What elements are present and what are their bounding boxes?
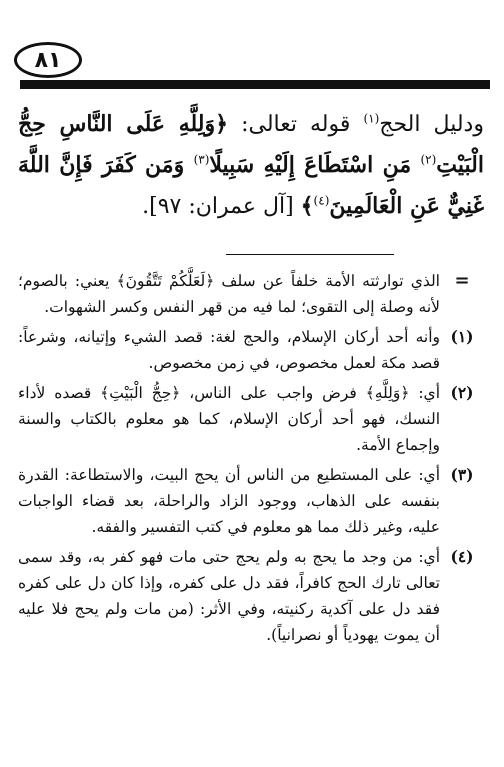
main-intro: ودليل الحج [379, 112, 484, 137]
verse-part-a: ﴿وَلِلَّهِ عَلَى النَّاسِ حِجُّ الْبَيْتِ [18, 111, 484, 178]
verse-close: ﴾ [300, 193, 314, 219]
main-text [18, 104, 484, 227]
footnote-text: أي: ﴿وَلِلَّهِ﴾ فرض واجب على الناس، ﴿حِجُّ الْبَيْتِ﴾ قصده لأداء النسك، فهو أحد أركان الإسلام، كما هو معلوم بالكتاب والسنة وإجماع الأمة. [18, 384, 440, 454]
footnote-3 [18, 462, 484, 540]
footnote-ref-2: (٢) [420, 152, 437, 167]
verse-part-b: مَنِ اسْتَطَاعَ إِلَيْهِ سَبِيلًا [209, 152, 421, 178]
footnote-number: (٤) [450, 547, 474, 566]
page-number: ٨١ [34, 47, 62, 73]
footnote-4 [18, 544, 484, 648]
footnote-ref-3: (٣) [193, 152, 210, 167]
footnote-text: أي: على المستطيع من الناس أن يحج البيت، والاستطاعة: القدرة بنفسه على الذهاب، ووجود الزاد والراحلة، بعد قضاء الواجبات عليه، وغير ذلك مما هو معلوم في كتب التفسير والفقه. [18, 466, 440, 536]
footnote-number: (١) [450, 327, 474, 346]
footnote-number: (٣) [450, 465, 474, 484]
footnote-number: = [454, 270, 470, 291]
verse-citation: [آل عمران: ٩٧]. [142, 194, 301, 219]
footnote-1 [18, 324, 484, 376]
main-says: قوله تعالى: [228, 112, 364, 137]
footnote-number: (٢) [450, 383, 474, 402]
footnote-text: وأنه أحد أركان الإسلام، والحج لغة: قصد الشيء وإتيانه، وشرعاً: قصد مكة لعمل مخصوص، في زمن مخصوص. [18, 328, 440, 372]
footnote-separator [226, 254, 394, 255]
footnote-text: الذي توارثته الأمة خلفاً عن سلف ﴿لَعَلَّكُمْ تَتَّقُونَ﴾ يعني: بالصوم؛ لأنه وصلة إلى التقوى؛ لما فيه من قهر النفس وكسر الشهوات. [18, 272, 440, 316]
footnotes [18, 268, 484, 652]
footnote-text: أي: من وجد ما يحج به ولم يحج حتى مات فهو كفر به، وقد سمى تعالى تارك الحج كافراً، فقد دل على كفره، وإذا كان دل على كفره فقد دل على آكدية ركنيته، وفي الأثر: (من مات ولم يحج فلا عليه أن يموت يهودياً أو نصرانياً). [18, 548, 440, 644]
footnote-continuation [18, 268, 484, 320]
page-number-badge [14, 42, 82, 78]
footnote-2 [18, 380, 484, 458]
verse-part-c: وَمَن كَفَرَ فَإِنَّ اللَّهَ غَنِيٌّ عَنِ الْعَالَمِينَ [18, 152, 484, 219]
footnote-ref-4: (٤) [313, 193, 330, 208]
footnote-ref-1: (١) [363, 111, 380, 126]
header-rule [20, 80, 490, 89]
